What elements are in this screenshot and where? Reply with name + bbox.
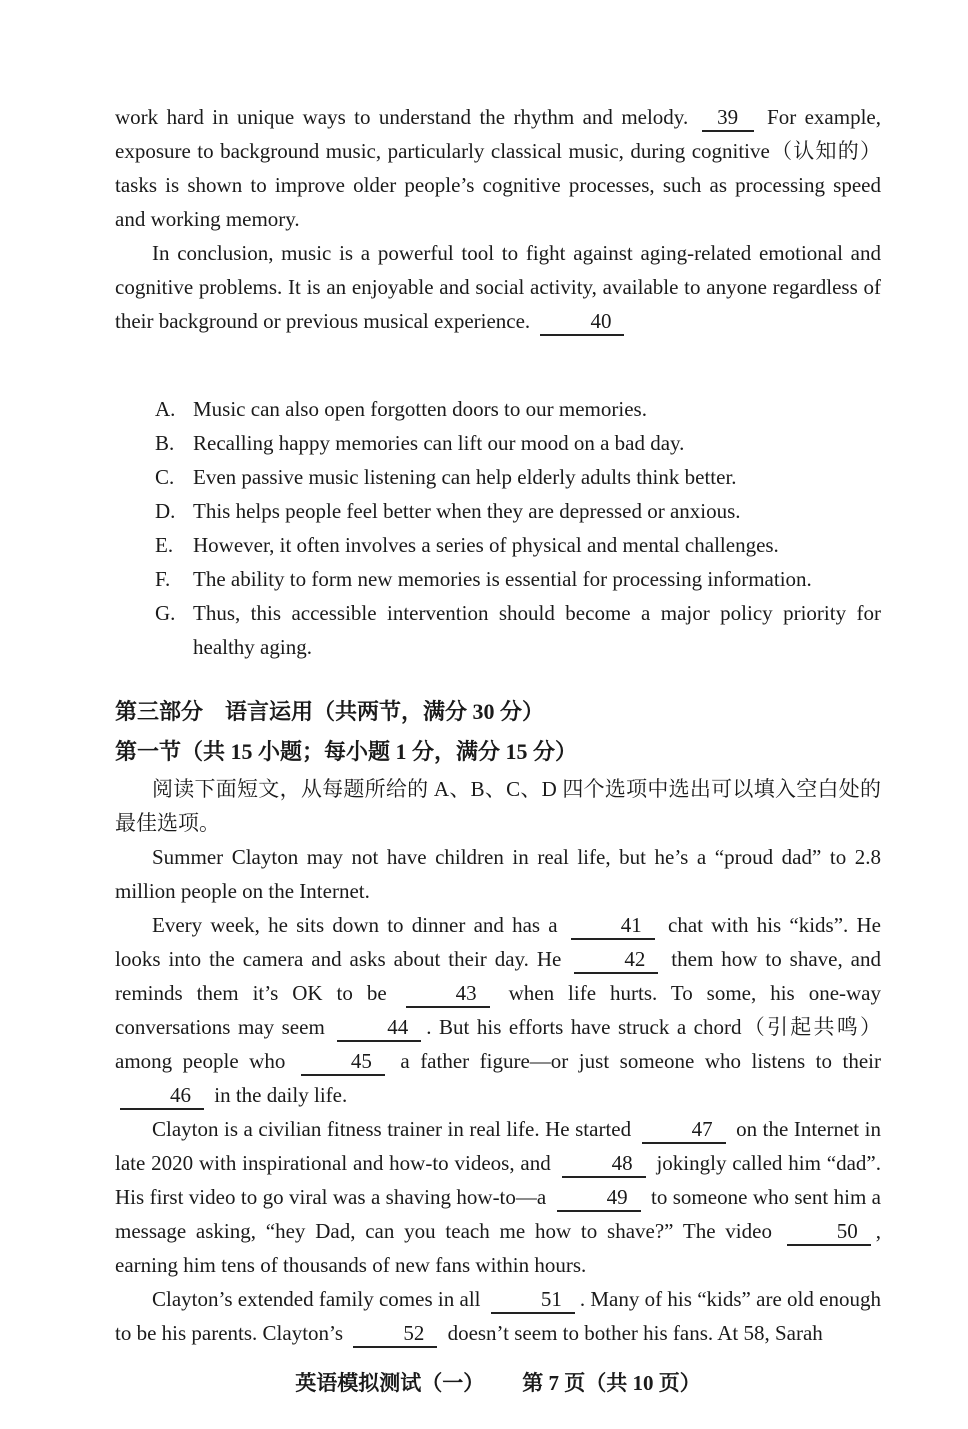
cloze-paragraph: Clayton’s extended family comes in all 51 . Many of his “kids” are old enough to be his parents. Clayton’s 52 doesn’t seem to bother his fans. At 58, Sarah — [115, 1282, 881, 1350]
option-letter: C. — [155, 465, 175, 489]
page-footer — [115, 1366, 881, 1400]
option-letter: B. — [155, 431, 175, 455]
option-letter: F. — [155, 567, 171, 591]
option-letter: A. — [155, 397, 176, 421]
option-item-f — [155, 562, 881, 596]
option-item-g — [155, 596, 881, 664]
cloze-blank-48: 48 — [562, 1152, 646, 1178]
option-text: However, it often involves a series of physical and mental challenges. — [193, 533, 779, 557]
answer-options-list — [155, 392, 881, 664]
reading-passage-section — [115, 100, 881, 338]
cloze-blank-49: 49 — [557, 1186, 641, 1212]
cloze-blank-45: 45 — [301, 1050, 385, 1076]
cloze-blank-52: 52 — [353, 1322, 437, 1348]
cloze-paragraph: Summer Clayton may not have children in real life, but he’s a “proud dad” to 2.8 million people on the Internet. — [115, 845, 881, 903]
passage-paragraph: In conclusion, music is a powerful tool to fight against aging-related emotional and cognitive problems. It is an enjoyable and social activity, available to anyone regardless of their background or previous musical experience. 40 — [115, 236, 881, 338]
option-letter: E. — [155, 533, 174, 557]
option-item-a — [155, 392, 881, 426]
option-text: Music can also open forgotten doors to our memories. — [193, 397, 647, 421]
footer-page-number: 第 7 页（共 10 页） — [522, 1371, 701, 1395]
option-text: Thus, this accessible intervention should become a major policy priority for healthy aging. — [193, 601, 881, 659]
cloze-blank-41: 41 — [571, 914, 655, 940]
cloze-blank-46: 46 — [120, 1084, 204, 1110]
passage-paragraph: work hard in unique ways to understand the rhythm and melody. 39 For example, exposure to background music, particularly classical music, during cognitive（认知的）tasks is shown to improve older people’s cognitive processes, such as processing speed and working memory. — [115, 105, 881, 231]
option-text: The ability to form new memories is essential for processing information. — [193, 567, 812, 591]
cloze-blank-44: 44 — [337, 1016, 421, 1042]
option-item-e — [155, 528, 881, 562]
footer-exam-title: 英语模拟测试（一） — [295, 1371, 485, 1395]
cloze-blank-47: 47 — [642, 1118, 726, 1144]
cloze-passage-section — [115, 840, 881, 1350]
option-item-d — [155, 494, 881, 528]
cloze-blank-51: 51 — [491, 1288, 575, 1314]
cloze-paragraph: Clayton is a civilian fitness trainer in real life. He started 47 on the Internet in late 2020 with inspirational and how-to videos, and 48 jokingly called him “dad”. His first video to go viral was a shaving how-to—a 49 to someone who sent him a message asking, “hey Dad, can you teach me how to shave?” The video 50 , earning him tens of thousands of new fans within hours. — [115, 1117, 882, 1277]
option-text: This helps people feel better when they are depressed or anxious. — [193, 499, 741, 523]
option-item-b — [155, 426, 881, 460]
option-item-c — [155, 460, 881, 494]
cloze-blank-39: 39 — [702, 106, 754, 132]
option-text: Recalling happy memories can lift our mood on a bad day. — [193, 431, 685, 455]
part3-heading: 第三部分 语言运用（共两节，满分 30 分） — [115, 699, 545, 724]
cloze-instructions: 阅读下面短文，从每题所给的 A、B、C、D 四个选项中选出可以填入空白处的最佳选项。 — [115, 777, 881, 835]
cloze-paragraph: Every week, he sits down to dinner and has a 41 chat with his “kids”. He looks into the camera and asks about their day. He 42 them how to shave, and reminds them it’s OK to be 43 when life hurts. To some, his one-way conversations may seem 44 . But his efforts have struck a chord（引起共鸣）among people who 45 a father figure—or just someone who listens to their 46 in the daily life. — [115, 908, 881, 1112]
part3-section1-heading: 第一节（共 15 小题；每小题 1 分，满分 15 分） — [115, 739, 578, 764]
cloze-blank-42: 42 — [574, 948, 658, 974]
cloze-blank-40: 40 — [540, 310, 624, 336]
option-letter: D. — [155, 499, 176, 523]
cloze-blank-50: 50 — [787, 1220, 871, 1246]
option-letter: G. — [155, 601, 176, 625]
option-text: Even passive music listening can help elderly adults think better. — [193, 465, 737, 489]
cloze-blank-43: 43 — [406, 982, 490, 1008]
